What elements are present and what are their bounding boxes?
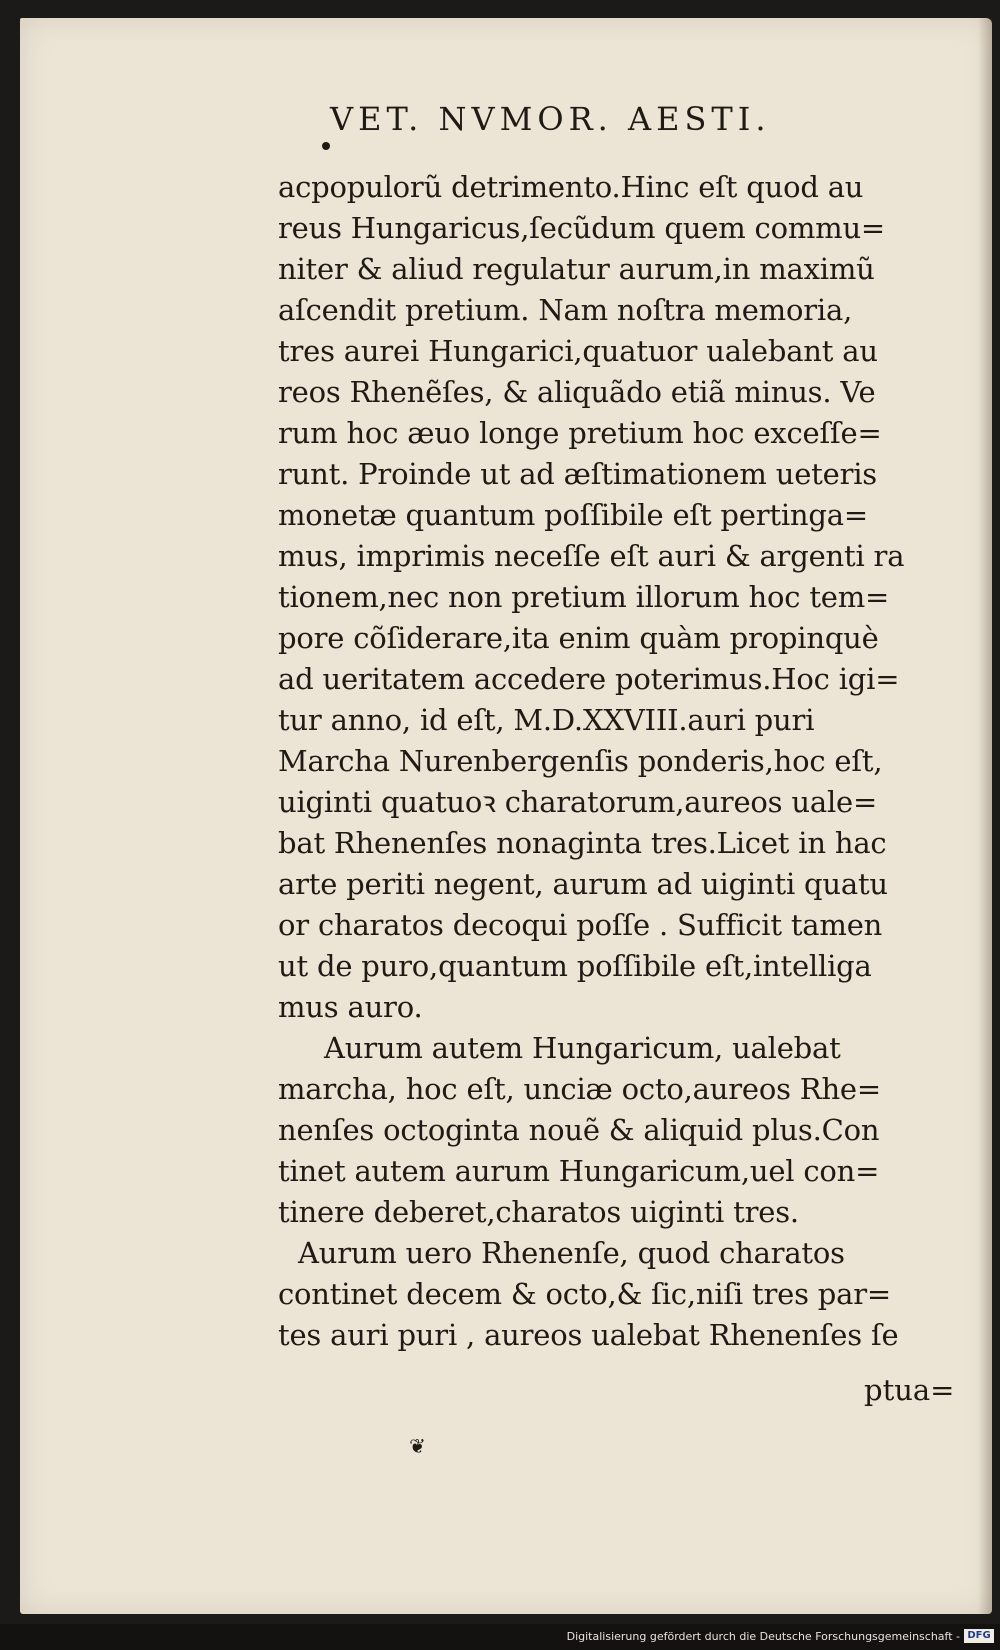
page-edge-shadow (978, 18, 992, 1614)
paragraph-start-line: Aurum uero Rhenenſe, quod charatos (298, 1236, 845, 1270)
fleuron-ornament-icon: ❦ (409, 1434, 426, 1458)
text-line: mus auro. (278, 990, 423, 1024)
text-line: pore cõſiderare,ita enim quàm propinquè (278, 621, 879, 655)
text-line: marcha, hoc eſt, unciæ octo,aureos Rhe= (278, 1072, 881, 1106)
digitization-credit: Digitalisierung gefördert durch die Deutsche Forschungsgemeinschaft - (566, 1630, 960, 1643)
text-line: nenſes octoginta nouẽ & aliquid plus.Con (278, 1113, 880, 1147)
text-line: tinet autem aurum Hungaricum,uel con= (278, 1154, 880, 1188)
text-line: reos Rhenẽſes, & aliquãdo etiã minus. Ve (278, 375, 876, 409)
text-line: runt. Proinde ut ad æſtimationem ueteris (278, 457, 877, 491)
catchword: ptua= (864, 1373, 955, 1407)
text-line: tres aurei Hungarici,quatuor ualebant au (278, 334, 878, 368)
text-line: uiginti quatuoꝛ charatorum,aureos uale= (278, 785, 878, 819)
text-line: continet decem & octo,& ſic,niſi tres par= (278, 1277, 892, 1311)
paragraph-start-line: Aurum autem Hungaricum, ualebat (324, 1031, 841, 1065)
text-line: tionem,nec non pretium illorum hoc tem= (278, 580, 890, 614)
text-line: tur anno, id eſt, M.D.XXVIII.auri puri (278, 703, 815, 737)
text-line: arte periti negent, aurum ad uiginti quatu (278, 867, 888, 901)
text-line: bat Rhenenſes nonaginta tres.Licet in hac (278, 826, 887, 860)
dfg-logo: DFG (964, 1629, 994, 1643)
running-head: VET. NVMOR. AESTI. (330, 100, 771, 138)
text-line: acpopulorũ detrimento.Hinc eſt quod au (278, 170, 864, 204)
body-text (278, 167, 968, 1356)
text-line: Marcha Nurenbergenſis ponderis,hoc eſt, (278, 744, 883, 778)
text-line: tes auri puri , aureos ualebat Rhenenſes ſe (278, 1318, 899, 1352)
ornament-dot (322, 142, 330, 150)
text-line: rum hoc æuo longe pretium hoc exceſſe= (278, 416, 882, 450)
text-line: mus, imprimis neceſſe eſt auri & argenti ra (278, 539, 905, 573)
text-line: ad ueritatem accedere poterimus.Hoc igi= (278, 662, 900, 696)
text-line: tinere deberet,charatos uiginti tres. (278, 1195, 799, 1229)
text-line: or charatos decoqui poſſe . Sufficit tamen (278, 908, 883, 942)
text-line: niter & aliud regulatur aurum,in maximũ (278, 252, 875, 286)
text-line: reus Hungaricus,ſecũdum quem commu= (278, 211, 886, 245)
text-line: monetæ quantum poſſibile eſt pertinga= (278, 498, 868, 532)
text-line: aſcendit pretium. Nam noſtra memoria, (278, 293, 853, 327)
text-line: ut de puro,quantum poſſibile eſt,intelliga (278, 949, 872, 983)
